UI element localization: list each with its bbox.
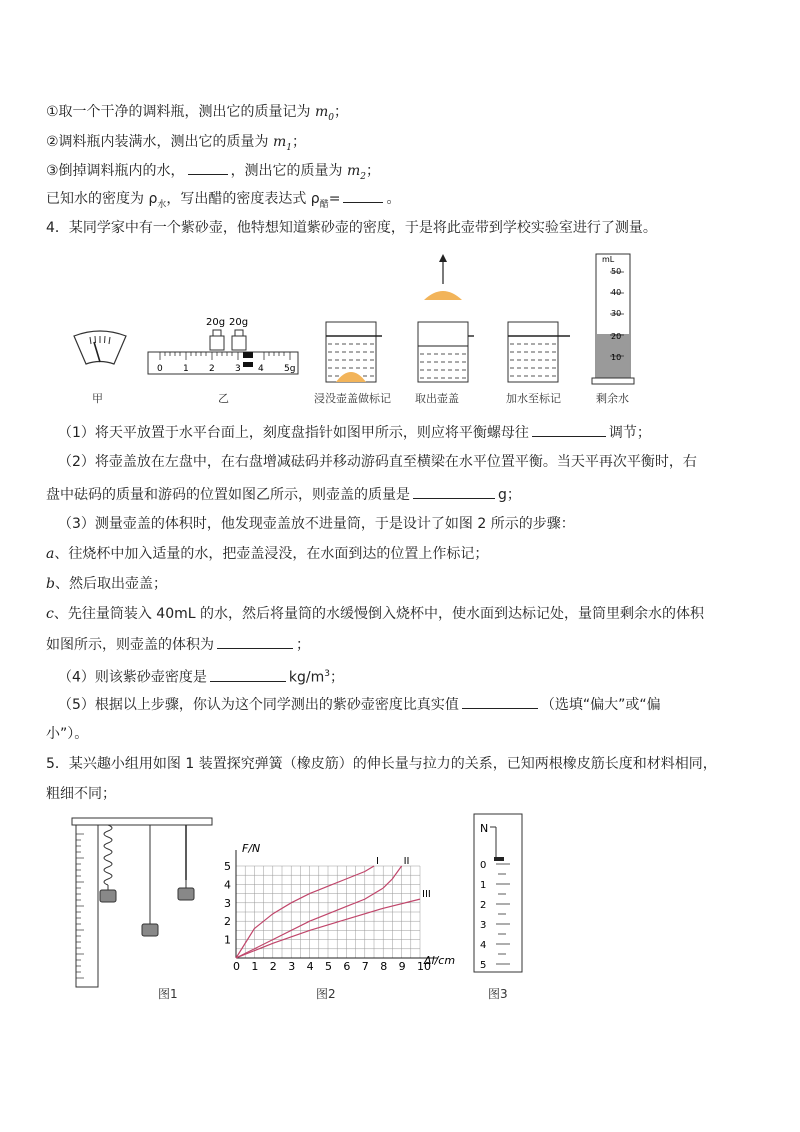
- q4-p2-tail: g；: [498, 487, 521, 503]
- cylinder-tick-label: 10: [611, 353, 622, 362]
- fig-label-remaining: 剩余水: [596, 392, 629, 405]
- q4-p2-line2: [46, 484, 521, 505]
- cylinder-tick-label: 20: [611, 332, 622, 341]
- q3-step1-text: ①取一个干净的调料瓶，测出它的质量记为: [46, 104, 315, 120]
- beaker-body: [418, 322, 468, 382]
- fig2-chart: [224, 840, 464, 986]
- q4-p3: （3）测量壶盖的体积时，他发现壶盖放不进量筒，于是设计了如图 2 所示的步骤：: [58, 516, 575, 532]
- beaker-submerged: [322, 318, 382, 386]
- punct: ；: [296, 637, 310, 653]
- q3-step1: [46, 102, 348, 128]
- unit: kg/m: [288, 669, 325, 686]
- y-tick-label: 5: [224, 860, 231, 873]
- q4-pa-text: 、往烧杯中加入适量的水，把壶盖浸没，在水面到达的位置上作标记；: [54, 546, 489, 562]
- scale-tick-label: 3: [480, 920, 487, 931]
- q3-known-text: 已知水的密度为 ρ: [46, 191, 158, 207]
- q3-step3-text2: ，测出它的质量为: [230, 163, 348, 179]
- x-tick-label: 10: [417, 960, 431, 973]
- answer-blank[interactable]: [210, 667, 286, 682]
- ruler-tick-label: 2: [209, 364, 215, 374]
- punct: ；: [330, 669, 345, 686]
- scale-unit: N: [480, 822, 489, 835]
- q5-stem-line1: 5．某兴趣小组用如图 1 装置探究弹簧（橡皮筋）的伸长量与拉力的关系，已知两根橡皮筋长度和材料相同，: [46, 756, 717, 772]
- scale-tick-label: 0: [480, 860, 487, 871]
- fig-jia-gauge: [70, 328, 130, 372]
- x-tick-label: 1: [251, 960, 259, 973]
- y-tick-label: 4: [224, 878, 231, 892]
- x-tick-label: 7: [361, 960, 369, 973]
- step-letter-c: c: [46, 606, 54, 622]
- q4-p5-text: （5）根据以上步骤，你认为这个同学测出的紫砂壶密度比真实值: [58, 697, 459, 713]
- q4-p5-tail: 小”）。: [46, 726, 89, 742]
- ruler-tick-label: 4: [258, 364, 264, 374]
- q4-pc2: [46, 634, 310, 655]
- teapot-lid: [424, 291, 462, 300]
- chart-x-label: Δl/cm: [424, 954, 456, 967]
- ruler-tick-label: 1: [183, 364, 189, 374]
- weight-knob: [235, 330, 243, 336]
- equals: =: [328, 191, 341, 207]
- gauge-dial: [74, 331, 126, 364]
- punct: ；: [366, 163, 381, 179]
- x-tick-label: 5: [325, 960, 332, 973]
- x-tick-label: 2: [269, 960, 277, 973]
- hanging-weight: [100, 890, 116, 902]
- weight-label: 20g: [229, 317, 249, 328]
- x-tick-label: 4: [306, 960, 314, 973]
- q4-p5-choice: （选填“偏大”或“偏: [540, 697, 661, 713]
- var-sub: 2: [360, 171, 367, 182]
- rider: [243, 352, 253, 358]
- answer-blank[interactable]: [343, 188, 383, 203]
- fig3-spring-scale: [470, 812, 526, 976]
- cylinder-base: [592, 378, 634, 384]
- x-tick-label: 8: [380, 960, 388, 973]
- var-m: m: [273, 134, 287, 150]
- spring: [104, 825, 112, 885]
- graduated-cylinder: [590, 250, 638, 386]
- q4-p1-tail: 调节；: [608, 425, 651, 441]
- scale-pointer: [494, 857, 504, 861]
- var-m: m: [347, 163, 361, 179]
- hanging-weight: [178, 888, 194, 900]
- weight-knob: [213, 330, 221, 336]
- arrow-head: [439, 254, 447, 262]
- q4-pa: [46, 544, 488, 564]
- fig-label-add: 加水至标记: [506, 392, 561, 405]
- q4-stem: 4．某同学家中有一个紫砂壶，他特想知道紫砂壶的密度，于是将此壶带到学校实验室进行了测量。: [46, 220, 657, 236]
- scale-tick-label: 2: [480, 900, 487, 911]
- fig-label-submerge: 浸没壶盖做标记: [314, 392, 391, 405]
- scale-tick-label: 1: [480, 880, 487, 891]
- answer-blank[interactable]: [462, 694, 538, 709]
- scale-tick-label: 5: [480, 960, 487, 971]
- ruler-tick-label: 3: [235, 364, 241, 374]
- fig1-spring-apparatus: [66, 814, 216, 992]
- fig1-caption: 图1: [158, 987, 178, 1001]
- cylinder-tick-label: 40: [611, 288, 622, 297]
- var-sub: 1: [286, 142, 293, 153]
- fig-label-jia: 甲: [92, 392, 103, 405]
- fig3-caption: 图3: [488, 987, 508, 1001]
- x-tick-label: 0: [233, 960, 240, 973]
- answer-blank[interactable]: [217, 634, 293, 649]
- q4-pc: [46, 604, 704, 624]
- x-tick-label: 3: [288, 960, 296, 973]
- answer-blank[interactable]: [188, 160, 228, 175]
- var-m: m: [315, 104, 329, 120]
- series-label-III: III: [422, 889, 431, 901]
- weight-block: [232, 336, 246, 350]
- step-letter-b: b: [46, 576, 55, 592]
- q3-step2: [46, 132, 306, 158]
- cylinder-unit: mL: [602, 255, 615, 264]
- answer-blank[interactable]: [532, 422, 606, 437]
- q5-stem-line2: 粗细不同；: [46, 786, 116, 802]
- q3-known: [46, 188, 400, 215]
- x-tick-label: 6: [343, 960, 351, 973]
- unit-exp: 3: [324, 669, 331, 679]
- q3-step3: [46, 160, 380, 187]
- x-tick-label: 9: [398, 960, 406, 973]
- scale-tick-label: 4: [480, 940, 487, 951]
- beaker-refilled: [504, 318, 570, 386]
- q4-pb: [46, 574, 167, 594]
- cylinder-tick-label: 30: [611, 309, 622, 318]
- q4-pc-text: 、先往量筒装入 40mL 的水，然后将量筒的水缓慢倒入烧杯中，使水面到达标记处，量筒里剩余水的体积: [53, 606, 704, 622]
- ruler-tick-label: 5g: [284, 364, 296, 374]
- rho-sub-vinegar: 醋: [319, 199, 329, 210]
- q3-step3-text: ③倒掉调料瓶内的水，: [46, 163, 185, 179]
- y-tick-label: 1: [224, 933, 231, 947]
- punct: 。: [386, 191, 401, 207]
- var-sub: 0: [328, 112, 335, 123]
- series-label-I: I: [376, 856, 379, 867]
- q4-pc2-text: 如图所示，则壶盖的体积为: [46, 637, 214, 653]
- fig-label-remove: 取出壶盖: [415, 392, 459, 405]
- q4-p4: [58, 664, 344, 688]
- rider-lower: [243, 362, 253, 367]
- step-letter-a: a: [46, 546, 55, 562]
- beaker-lid-removed: [410, 252, 474, 386]
- q3-step2-text: ②调料瓶内装满水，测出它的质量为: [46, 134, 274, 150]
- fig-yi-balance: [146, 310, 306, 380]
- q4-p2-line1: （2）将壶盖放在左盘中，在右盘增减砝码并移动游码直至横梁在水平位置平衡。当天平再次平衡时，右: [58, 454, 697, 470]
- punct: ；: [292, 134, 307, 150]
- fig2-caption: 图2: [316, 987, 336, 1001]
- rho-sub-water: 水: [157, 199, 167, 210]
- ruler-body: [148, 352, 298, 374]
- chart-tick-labels: [224, 860, 431, 973]
- series-label-II: II: [403, 856, 410, 867]
- weight-block: [210, 336, 224, 350]
- answer-blank[interactable]: [413, 484, 495, 499]
- chart-y-label: F/N: [242, 842, 261, 855]
- support-beam: [72, 818, 212, 825]
- q3-known-text2: ，写出醋的密度表达式 ρ: [166, 191, 320, 207]
- cylinder-tick-label: 50: [611, 267, 622, 276]
- punct: ；: [334, 104, 349, 120]
- y-tick-label: 2: [224, 915, 231, 929]
- y-tick-label: 3: [224, 896, 231, 910]
- q4-p2-text: 盘中砝码的质量和游码的位置如图乙所示，则壶盖的质量是: [46, 487, 410, 503]
- ruler-tick-label: 0: [157, 364, 163, 374]
- q4-pb-text: 、然后取出壶盖；: [54, 576, 167, 592]
- q4-p1: [58, 422, 651, 443]
- q4-p1-text: （1）将天平放置于水平台面上，刻度盘指针如图甲所示，则应将平衡螺母往: [58, 425, 529, 441]
- q4-p5: [58, 694, 661, 715]
- hanging-weight: [142, 924, 158, 936]
- fig-label-yi: 乙: [218, 392, 229, 405]
- q4-p4-text: （4）则该紫砂壶密度是: [58, 669, 207, 686]
- weight-label: 20g: [206, 317, 226, 328]
